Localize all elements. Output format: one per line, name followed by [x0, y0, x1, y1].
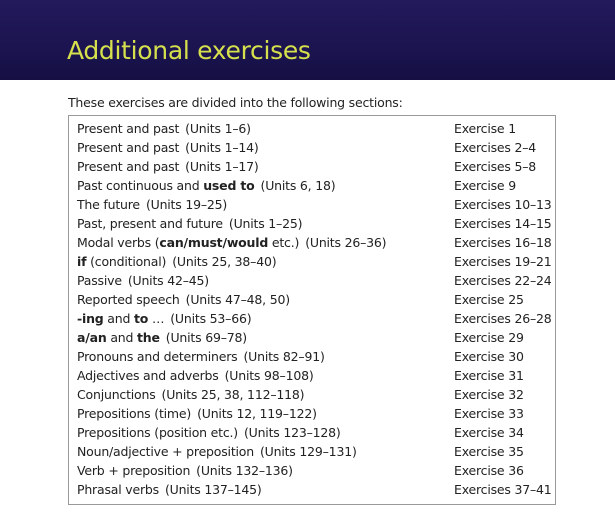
topic-text: Prepositions (position etc.)	[77, 425, 238, 440]
topic-text: Prepositions (time)	[77, 406, 192, 421]
section-topic	[77, 178, 255, 193]
section-row	[77, 425, 555, 444]
section-exercise: Exercise 9	[454, 178, 516, 193]
section-units: (Units 69–78)	[165, 330, 247, 345]
section-exercise: Exercise 32	[454, 387, 524, 402]
section-exercise: Exercises 26–28	[454, 311, 552, 326]
section-exercise: Exercises 5–8	[454, 159, 537, 174]
section-topic	[77, 235, 299, 250]
section-units: (Units 1–6)	[185, 121, 251, 136]
section-units: (Units 25, 38–40)	[172, 254, 277, 269]
topic-text: Modal verbs (	[77, 235, 160, 250]
section-row	[77, 140, 555, 159]
section-exercise: Exercise 34	[454, 425, 524, 440]
section-row	[77, 159, 555, 178]
section-row	[77, 121, 555, 140]
section-units: (Units 6, 18)	[260, 178, 336, 193]
section-topic	[77, 273, 122, 288]
section-units: (Units 25, 38, 112–118)	[161, 387, 305, 402]
topic-text: Pronouns and determiners	[77, 349, 238, 364]
section-units: (Units 26–36)	[305, 235, 387, 250]
section-exercise: Exercises 2–4	[454, 140, 537, 155]
section-units: (Units 42–45)	[127, 273, 209, 288]
section-exercise: Exercise 29	[454, 330, 524, 345]
topic-keyword: used to	[203, 178, 255, 193]
section-topic	[77, 406, 191, 421]
section-units: (Units 123–128)	[243, 425, 341, 440]
section-row	[77, 254, 555, 273]
section-topic	[77, 330, 160, 345]
section-row	[77, 463, 555, 482]
topic-text: and	[106, 330, 138, 345]
topic-text: The future	[77, 197, 140, 212]
topic-text: …	[148, 311, 165, 326]
section-exercise: Exercise 25	[454, 292, 524, 307]
topic-text: Adjectives and adverbs	[77, 368, 219, 383]
section-topic	[77, 216, 223, 231]
topic-keyword: the	[137, 330, 160, 345]
section-topic	[77, 159, 179, 174]
section-row	[77, 197, 555, 216]
section-topic	[77, 349, 237, 364]
topic-text: Verb + preposition	[77, 463, 191, 478]
topic-text: Passive	[77, 273, 122, 288]
topic-keyword: can/must/would	[159, 235, 269, 250]
section-row	[77, 444, 555, 463]
section-exercise: Exercise 31	[454, 368, 524, 383]
section-units: (Units 12, 119–122)	[197, 406, 317, 421]
section-row	[77, 178, 555, 197]
section-units: (Units 82–91)	[243, 349, 325, 364]
topic-text: (conditional)	[86, 254, 167, 269]
section-units: (Units 47–48, 50)	[185, 292, 290, 307]
section-exercise: Exercises 37–41	[454, 482, 552, 497]
section-row	[77, 216, 555, 235]
section-row	[77, 482, 555, 501]
section-row	[77, 292, 555, 311]
section-row	[77, 406, 555, 425]
topic-text: Phrasal verbs	[77, 482, 159, 497]
section-row	[77, 311, 555, 330]
topic-text: Present and past	[77, 140, 180, 155]
section-topic	[77, 368, 219, 383]
section-exercise: Exercise 35	[454, 444, 524, 459]
section-units: (Units 1–25)	[228, 216, 303, 231]
section-exercise: Exercise 33	[454, 406, 524, 421]
sections-table	[68, 115, 556, 505]
section-exercise: Exercise 36	[454, 463, 524, 478]
section-units: (Units 1–14)	[185, 140, 259, 155]
section-topic	[77, 444, 254, 459]
section-units: (Units 53–66)	[170, 311, 252, 326]
topic-text: etc.)	[268, 235, 300, 250]
topic-keyword: -ing	[77, 311, 104, 326]
section-topic	[77, 140, 179, 155]
topic-text: Past continuous and	[77, 178, 204, 193]
section-exercise: Exercises 19–21	[454, 254, 552, 269]
section-exercise: Exercises 22–24	[454, 273, 552, 288]
section-topic	[77, 292, 180, 307]
section-exercise: Exercises 10–13	[454, 197, 552, 212]
topic-text: Noun/adjective + preposition	[77, 444, 254, 459]
topic-text: Present and past	[77, 121, 180, 136]
section-topic	[77, 311, 164, 326]
section-units: (Units 98–108)	[224, 368, 314, 383]
section-topic	[77, 121, 179, 136]
section-row	[77, 273, 555, 292]
header-banner	[0, 0, 615, 80]
section-topic	[77, 425, 238, 440]
section-row	[77, 330, 555, 349]
section-exercise: Exercise 1	[454, 121, 516, 136]
topic-text: and	[103, 311, 134, 326]
topic-keyword: a/an	[77, 330, 107, 345]
section-topic	[77, 197, 140, 212]
section-topic	[77, 463, 190, 478]
page-title: Additional exercises	[67, 36, 311, 65]
section-exercise: Exercises 14–15	[454, 216, 552, 231]
section-units: (Units 137–145)	[164, 482, 262, 497]
section-row	[77, 387, 555, 406]
section-topic	[77, 387, 156, 402]
section-row	[77, 349, 555, 368]
section-row	[77, 235, 555, 254]
topic-text: Past, present and future	[77, 216, 223, 231]
topic-keyword: to	[134, 311, 149, 326]
section-row	[77, 368, 555, 387]
topic-keyword: if	[77, 254, 87, 269]
section-exercise: Exercise 30	[454, 349, 524, 364]
section-units: (Units 129–131)	[259, 444, 357, 459]
topic-text: Reported speech	[77, 292, 180, 307]
section-units: (Units 19–25)	[145, 197, 228, 212]
section-topic	[77, 482, 159, 497]
topic-text: Conjunctions	[77, 387, 156, 402]
intro-text: These exercises are divided into the following sections:	[68, 95, 403, 110]
section-units: (Units 1–17)	[185, 159, 259, 174]
topic-text: Present and past	[77, 159, 180, 174]
section-exercise: Exercises 16–18	[454, 235, 552, 250]
section-units: (Units 132–136)	[196, 463, 293, 478]
section-topic	[77, 254, 166, 269]
